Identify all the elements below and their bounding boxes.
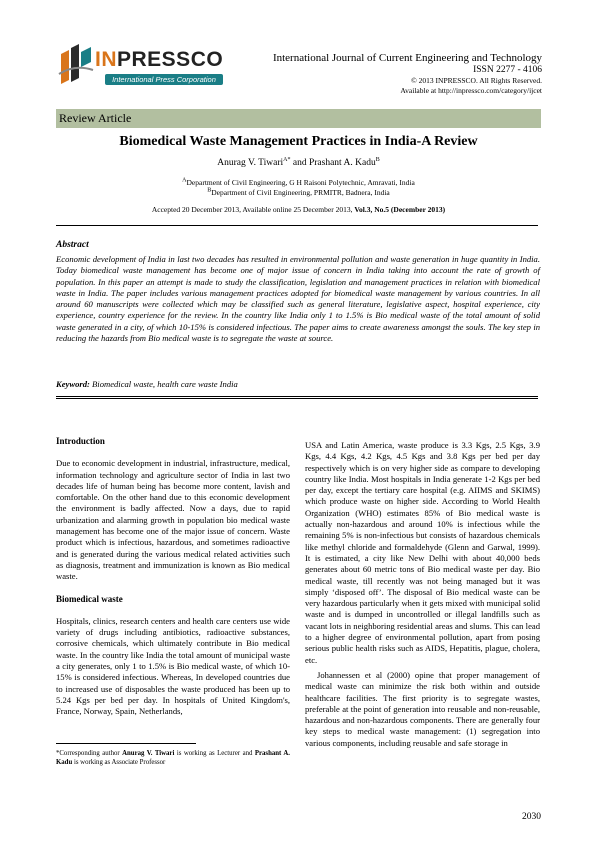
logo-wordmark-accent: IN — [95, 48, 117, 71]
abstract-divider-top — [56, 396, 538, 397]
affiliations — [56, 178, 541, 198]
logo-wordmark — [95, 48, 223, 72]
journal-info — [273, 52, 542, 95]
footnote-divider — [56, 743, 196, 744]
left-column — [56, 436, 290, 729]
author-2-sup: B — [375, 156, 380, 163]
abstract-divider-bottom — [56, 398, 538, 399]
paper-title: Biomedical Waste Management Practices in India-A Review — [119, 134, 478, 149]
abstract-heading: Abstract — [56, 240, 89, 250]
logo-tagline: International Press Corporation — [105, 74, 223, 85]
author-1-sup: A* — [283, 156, 291, 163]
intro-heading: Introduction — [56, 436, 105, 446]
article-type-banner — [56, 109, 541, 128]
keywords — [56, 379, 540, 390]
affiliation-a-sup: A — [182, 177, 187, 184]
journal-availability: Available at http://inpressco.com/category/ijcet — [400, 85, 542, 95]
biomedical-waste-heading: Biomedical waste — [56, 593, 123, 604]
affiliation-b-text: Department of Civil Engineering, PRMITR, Badnera, India — [211, 188, 390, 197]
corresponding-author-footnote — [56, 749, 290, 767]
affiliation-a — [56, 178, 541, 188]
biomedical-waste-paragraph: Hospitals, clinics, research centers and health care centers use wide variety of drugs including antibiotics, radioactive substances, corrosive chemicals, which ultimately contribute in Bio medical waste. In the country like India the total amount of municipal waste a city generates, only 1 to 1.5% is Bio medical waste, of which 10-15% is considered infectious. Whereas, In developed countries due to increased use of disposables the waste produced has been up to 5.24 Kgs per bed per day. In hospitals of United Kingdom's, France, Norway, Spain, Netherlands, — [56, 615, 290, 717]
intro-paragraph: Due to economic development in industrial, infrastructure, medical, information technology and agriculture sector of India in last two decades life of human being has become more content, lavish and comfortable. On the other hand due to this economic development the environment is badly affected. Now a days, due to rapid urbanization and alarming growth in population bio medical waste management has become one of the major issue of concern. Waste product which is infectious, hazardous, and sometimes radioactive and is generated during the various medical related activities such as diagnosis, treatment and immunization is known as Bio medical waste. — [56, 458, 290, 582]
affiliation-b — [56, 188, 541, 198]
keywords-label: Keyword: — [56, 379, 90, 389]
keywords-text: Biomedical waste, health care waste India — [89, 379, 238, 389]
dates-text: Accepted 20 December 2013, Available online 25 December 2013, — [151, 205, 355, 214]
author-2: Prashant A. Kadu — [308, 158, 376, 168]
right-paragraph-1: USA and Latin America, waste produce is 3.3 Kgs, 2.5 Kgs, 3.9 Kgs, 4.4 Kgs, 4.2 Kgs, 4.5 Kgs and 3.8 Kgs per bed per day respectively which is on very higher side as compare to developing country like India. Most hospitals in India generate 1-2 Kgs per bed per day, except the tertiary care hospital (e.g. AIIMS and SKIMS) which produce waste on higher side. According to World Health Organization (WHO) estimates 85% of Bio medical waste is actually non-hazardous and around 10% is infectious while the remaining 5% is non-infectious but consists of hazardous chemicals like methyl chloride and formaldehyde (Glenn and Garwal, 1999). It is estimated, a city like New Delhi with about 40,000 beds generates about 60 metric tons of Bio medical waste per day. Bio medical waste, till recently was not being managed but it was simply ‘disposed off’. The disposal of Bio medical waste can be very hazardous particularly when it gets mixed with municipal solid waste and is dumped in uncontrolled or illegal landfills such as vacant lots in neighboring residential areas and slums. This can lead to a higher degree of environmental pollution, apart from posing serious public health risks such as AIDS, Hepatitis, plague, cholera, etc. — [305, 440, 540, 665]
header-divider — [56, 225, 538, 226]
right-column — [305, 440, 540, 760]
journal-name: International Journal of Current Engineering and Technology — [272, 52, 542, 64]
inpressco-logo — [57, 44, 222, 92]
page-number: 2030 — [522, 812, 541, 822]
logo-mark-icon — [57, 44, 95, 86]
author-and: and — [290, 158, 309, 168]
article-type-label: Review Article — [59, 111, 132, 125]
footnote-suffix: is working as Associate Professor — [72, 759, 166, 766]
footnote-prefix: *Corresponding author — [56, 750, 123, 757]
footnote-mid: is working as Lecturer and — [174, 750, 255, 757]
journal-copyright: © 2013 INPRESSCO. All Rights Reserved. — [411, 76, 542, 85]
publication-dates — [56, 205, 541, 215]
journal-issn: ISSN 2277 - 4106 — [473, 65, 542, 75]
volume-issue: Vol.3, No.5 (December 2013) — [354, 205, 446, 214]
affiliation-a-text: Department of Civil Engineering, G H Raisoni Polytechnic, Amravati, India — [186, 178, 415, 187]
abstract-text: Economic development of India in last two decades has resulted in environmental pollution and waste generation in huge quantity in India. Today biomedical waste management has become one of major issue of concern in India taking into account the rate of growth of population. In this paper an attempt is made to study the classification, legislation and management practices in relation with biomedical waste in India. The paper includes various management practices adopted for biomedical waste management by various countries. In all around 60 manuscripts were collected which may be classified such as general literature, legislative aspect, hospital experience, city experience, country experience for the review. In the country like India only 1 to 1.5% is Bio medical waste of the total amount of solid waste generated in a city, of which 10-15% is considered infectious. The paper aims to create awareness amongst the souls. The key step in reducing the hazards from Bio medical waste is to segregate the waste at source. — [56, 254, 540, 344]
author-1: Anurag V. Tiwari — [217, 158, 284, 168]
right-paragraph-2: Johannessen et al (2000) opine that proper management of medical waste can minimize the risk both within and outside healthcare facilities. The first priority is to segregate wastes, preferable at the point of generation into reusable and non-reusable, hazardous and non-hazardous components. There are generally four key steps to medical waste management: (1) segregation into various components, including reusable and safe storage in — [305, 669, 540, 748]
author-line — [56, 157, 541, 169]
logo-wordmark-rest: PRESSCO — [117, 48, 224, 71]
footnote-name-2: Prashant A. Kadu — [56, 750, 290, 766]
affiliation-b-sup: B — [207, 187, 212, 194]
footnote-name-1: Anurag V. Tiwari — [122, 750, 175, 757]
